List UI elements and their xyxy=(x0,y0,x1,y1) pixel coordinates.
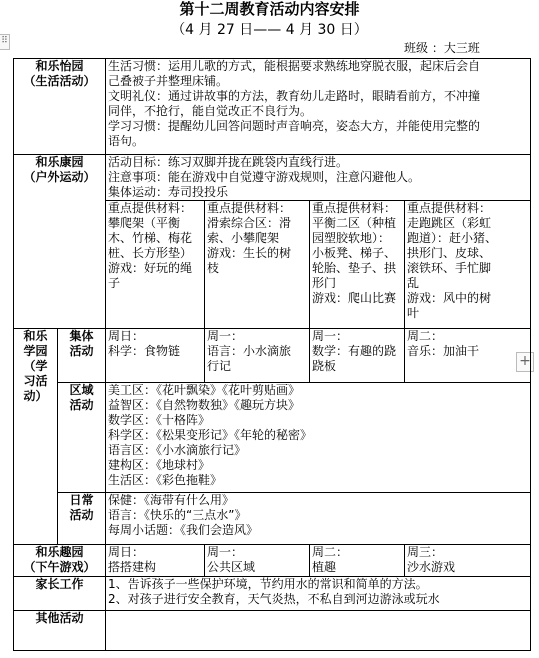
page-title: 第十二周教育活动内容安排 xyxy=(179,0,360,18)
text-line: 语言：《快乐的“三点水”》 xyxy=(108,508,247,522)
row-study-daily xyxy=(14,493,531,545)
text-line: 桩、长方形垫） xyxy=(108,246,193,260)
text-line: 搭搭建构 xyxy=(108,560,157,574)
text-line: 周日： xyxy=(108,329,145,343)
life-content xyxy=(106,59,531,155)
text-line: 文明礼仪：通过讲故事的方法，教育幼儿走路时，眼睛看前方，不冲撞 xyxy=(108,89,481,103)
text-line: 数学区：《十格阵》 xyxy=(108,413,211,427)
text-line: 形门 xyxy=(312,276,337,290)
text-line: 行记 xyxy=(207,359,232,373)
text-line: 美工区：《花叶飘染》《花叶剪贴画》 xyxy=(108,383,301,397)
daily-activity-content xyxy=(106,493,531,545)
row-life xyxy=(14,59,531,155)
table-handle-icon[interactable]: ⠿ xyxy=(0,34,10,50)
play-label: 和乐趣园 （下午游戏） xyxy=(14,545,106,577)
row-study-area xyxy=(14,383,531,493)
text-line: 2、对孩子进行安全教育，天气炎热，不私自到河边游泳或玩水 xyxy=(108,592,440,606)
text-line: 游戏：好玩的绳 xyxy=(108,261,193,275)
text-line: 建构区：《地球村》 xyxy=(108,458,211,472)
group-activity-cell-1 xyxy=(106,329,205,383)
text-line: 枝 xyxy=(207,261,220,275)
daily-activity-label: 日常 活动 xyxy=(58,493,106,545)
text-line: 周一： xyxy=(312,329,349,343)
row-other xyxy=(14,611,531,651)
text-line: 周二： xyxy=(407,329,444,343)
play-cell-2 xyxy=(205,545,310,577)
text-line: 周日： xyxy=(108,545,145,559)
play-cell-3 xyxy=(310,545,405,577)
schedule-table xyxy=(13,58,531,651)
text-line: 己叠被子并整理床铺。 xyxy=(108,74,229,88)
text-line: 生活区：《彩色拖鞋》 xyxy=(108,473,223,487)
text-line: 游戏：风中的树 xyxy=(407,291,492,305)
play-cell-4 xyxy=(405,545,531,577)
text-line: 学习习惯：提醒幼儿回答问题时声音响亮，姿态大方，并能使用完整的 xyxy=(108,119,481,133)
text-line: 植趣 xyxy=(312,560,337,574)
outdoor-col-1 xyxy=(106,201,205,329)
text-line: 益智区：《自然物数独》《趣玩方块》 xyxy=(108,398,301,412)
play-cell-1 xyxy=(106,545,205,577)
text-line: 周一： xyxy=(207,329,244,343)
text-line: 叶 xyxy=(407,306,420,320)
text-line: 每周小话题：《我们会造风》 xyxy=(108,523,259,537)
text-line: 重点提供材料： xyxy=(407,201,492,215)
other-label: 其他活动 xyxy=(14,611,106,651)
study-label: 和乐 学园 （学 习活 动） xyxy=(14,329,58,545)
text-line: 音乐：加油干 xyxy=(407,344,480,358)
text-line: 木、竹梯、梅花 xyxy=(108,231,193,245)
outdoor-col-2 xyxy=(205,201,310,329)
text-line: 生活习惯：运用儿歌的方式，能根据要求熟练地穿脱衣服，起床后会自 xyxy=(108,59,481,73)
text-line: 平衡二区（种植 xyxy=(312,216,397,230)
row-outdoor-top xyxy=(14,155,531,201)
text-line: 公共区域 xyxy=(207,560,256,574)
text-line: 语言区：《小水滴旅行记》 xyxy=(108,443,247,457)
text-line: 轮胎、垫子、拱 xyxy=(312,261,397,275)
parents-content xyxy=(106,577,531,611)
outdoor-label: 和乐康园 （户外运动） xyxy=(14,155,106,329)
text-line: 沙水游戏 xyxy=(407,560,456,574)
date-range: （4 月 27 日—— 4 月 30 日） xyxy=(171,22,368,38)
text-line: 语言：小水滴旅 xyxy=(207,344,292,358)
text-line: 索、小攀爬架 xyxy=(207,231,280,245)
text-line: 园塑胶软地）： xyxy=(312,231,391,245)
text-line: 重点提供材料： xyxy=(108,201,193,215)
life-label: 和乐怡园 （生活活动） xyxy=(14,59,106,155)
group-activity-label: 集体 活动 xyxy=(58,329,106,383)
row-parents xyxy=(14,577,531,611)
text-line: 走跑跳区（彩虹 xyxy=(407,216,492,230)
outdoor-col-4 xyxy=(405,201,531,329)
text-line: 重点提供材料： xyxy=(312,201,397,215)
group-activity-cell-4 xyxy=(405,329,531,383)
other-content xyxy=(106,611,531,651)
text-line: 周三： xyxy=(407,545,444,559)
class-label: 班级 ：大三班 xyxy=(404,41,480,55)
text-line: 攀爬架（平衡 xyxy=(108,216,181,230)
text-line: 语句。 xyxy=(108,134,145,148)
text-line: 科学：食物链 xyxy=(108,344,181,358)
parents-label: 家长工作 xyxy=(14,577,106,611)
text-line: 重点提供材料： xyxy=(207,201,292,215)
text-line: 滚铁环、手忙脚 xyxy=(407,261,492,275)
text-line: 小板凳、梯子、 xyxy=(312,246,397,260)
text-line: 子 xyxy=(108,276,121,290)
outdoor-general: 活动目标：练习双脚并拢在跳袋内直线行进。 注意事项：能在游戏中自觉遵守游戏规则，注意闪避他人。 集体运动：寿司投投乐 xyxy=(106,155,531,201)
text-line: 1、告诉孩子一些保护环境，节约用水的常识和简单的方法。 xyxy=(108,577,428,591)
row-play xyxy=(14,545,531,577)
area-activity-content xyxy=(106,383,531,493)
text-line: 滑索综合区：滑 xyxy=(207,216,292,230)
text-line: 周二： xyxy=(312,545,349,559)
group-activity-cell-2 xyxy=(205,329,310,383)
text-line: 乱 xyxy=(407,276,420,290)
group-activity-cell-3 xyxy=(310,329,405,383)
text-line: 拱形门、皮球、 xyxy=(407,246,492,260)
text-line: 周一： xyxy=(207,545,244,559)
text-line: 游戏：爬山比赛 xyxy=(312,291,397,305)
row-study-group xyxy=(14,329,531,383)
text-line: 科学区：《松果变形记》《年轮的秘密》 xyxy=(108,428,313,442)
area-activity-label: 区域 活动 xyxy=(58,383,106,493)
text-line: 保健：《海带有什么用》 xyxy=(108,493,235,507)
text-line: 同伴，不抢行，能自觉改正不良行为。 xyxy=(108,104,313,118)
text-line: 游戏：生长的树 xyxy=(207,246,292,260)
text-line: 数学：有趣的跷 xyxy=(312,344,397,358)
text-line: 跑道）：赶小猪、 xyxy=(407,231,498,245)
outdoor-col-3 xyxy=(310,201,405,329)
text-line: 跷板 xyxy=(312,359,337,373)
add-column-icon[interactable]: + xyxy=(516,352,534,372)
